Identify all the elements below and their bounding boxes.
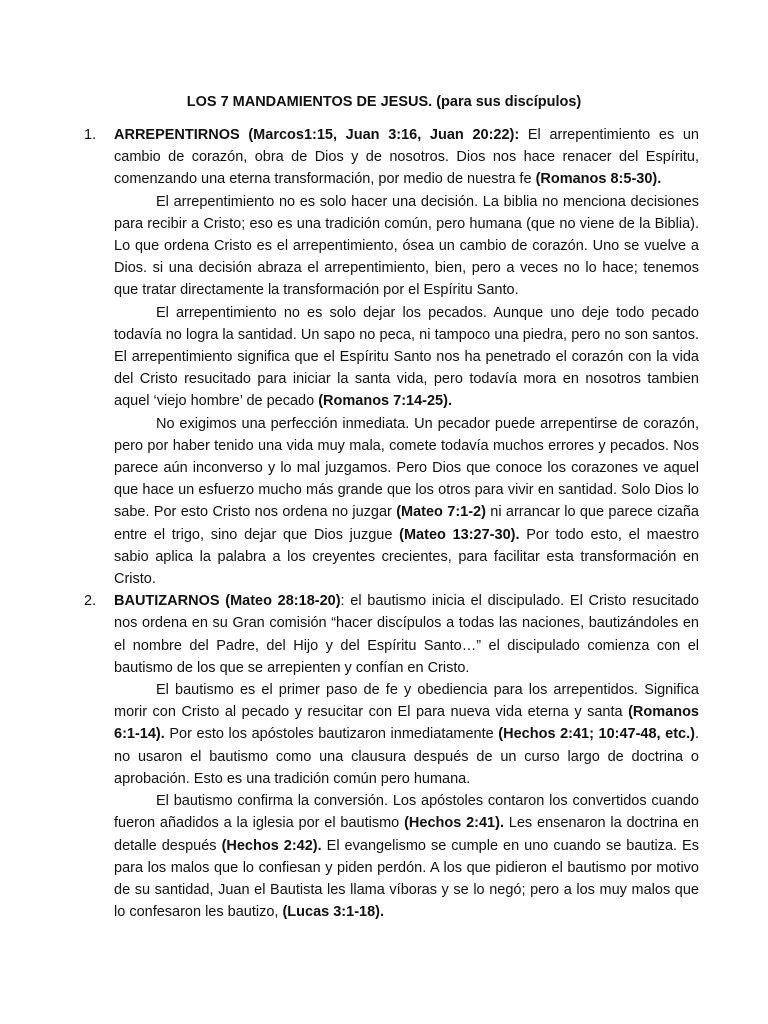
bible-reference: (Romanos 6:1-14). (114, 704, 699, 743)
commandments-list (84, 124, 699, 923)
text-run: El arrepentimiento no es solo hacer una decisión. La biblia no menciona decisiones para recibir a Cristo; eso es una tradición común, pero humana (que no viene de la Biblia). Lo que ordena Cristo es el arrepentimiento, ósea un cambio de corazón. Uno se vuelve a Dios. si una decisión abraza el arrepentimiento, bien, pero a veces no lo hace; tenemos que tratar directamente la transformación por el Espíritu Santo. (114, 193, 699, 299)
text-run: Les ensenaron la doctrina en detalle después (114, 815, 699, 854)
text-run: El arrepentimiento no es solo dejar los pecados. Aunque uno deje todo pecado todavía no logra la santidad. Un sapo no peca, ni tampoco una piedra, pero no son santos. El arrepentimiento significa que el Espíritu Santo nos ha penetrado el corazón con la vida del Cristo resucitado para iniciar la santa vida, pero todavía mora en nosotros tambien aquel ‘viejo hombre’ de pecado (114, 304, 699, 410)
bible-reference: (Romanos 8:5-30). (535, 171, 662, 188)
text-run: El arrepentimiento es un cambio de corazón, obra de Dios y de nosotros. Dios nos hace renacer del Espíritu, comenzando una eterna transformación, por medio de nuestra fe (114, 127, 699, 188)
item-number: 2. (84, 593, 97, 610)
paragraph (114, 413, 699, 591)
commandment-heading: ARREPENTIRNOS (Marcos1:15, Juan 3:16, Juan 20:22): (114, 127, 520, 143)
document-title: LOS 7 MANDAMIENTOS DE JESUS. (para sus discípulos) (186, 94, 582, 110)
bible-reference: (Hechos 2:42). (221, 837, 322, 854)
commandment-heading: BAUTIZARNOS (Mateo 28:18-20) (114, 593, 341, 610)
paragraph (114, 124, 699, 191)
bible-reference: (Romanos 7:14-25). (318, 393, 452, 410)
commandment-item (84, 590, 699, 923)
bible-reference: (Hechos 2:41; 10:47-48, etc.) (498, 726, 695, 743)
paragraph (114, 302, 699, 413)
text-run: ni arrancar lo que parece cizaña entre el trigo, sino dejar que Dios juzgue (114, 504, 699, 543)
commandment-item (84, 124, 699, 590)
text-run: El bautismo confirma la conversión. Los apóstoles contaron los convertidos cuando fueron añadidos a la iglesia por el bautismo (114, 793, 699, 832)
text-run: : el bautismo inicia el discipulado. El Cristo resucitado nos ordena en su Gran comisión “hacer discípulos a todas las naciones, bautizándoles en el nombre del Padre, del Hijo y del Espíritu Santo…” el discipulado comienza con el bautismo de los que se arrepienten y confían en Cristo. (114, 593, 699, 676)
text-run: El evangelismo se cumple en uno cuando se bautiza. Es para los malos que lo confiesan y piden perdón. A los que pidieron el bautismo por motivo de su santidad, Juan el Bautista les llama víboras y se lo negó; pero a los muy malos que lo confesaron les bautizo, (114, 837, 699, 921)
paragraph (114, 590, 699, 679)
text-run: No exigimos una perfección inmediata. Un pecador puede arrepentirse de corazón, pero por haber tenido una vida muy mala, comete todavía muchos errores y pecados. Nos parece aún inconverso y lo mal juzgamos. Pero Dios que conoce los corazones ve aquel que hace un esfuerzo mucho más grande que los otros para vivir en santidad. Solo Dios lo sabe. Por esto Cristo nos ordena no juzgar (114, 415, 699, 521)
text-run: El bautismo es el primer paso de fe y obediencia para los arrepentidos. Significa morir con Cristo al pecado y resucitar con El para nueva vida eterna y santa (114, 682, 699, 721)
text-run: . no usaron el bautismo como una clausura después de un curso largo de doctrina o aprobación. Esto es una tradición común pero humana. (114, 726, 700, 787)
paragraph (114, 191, 699, 302)
paragraph (114, 790, 699, 923)
text-run: Por esto los apóstoles bautizaron inmediatamente (164, 726, 499, 743)
bible-reference: (Mateo 13:27-30). (399, 526, 520, 543)
bible-reference: (Mateo 7:1-2) (396, 504, 486, 521)
item-number: 1. (84, 127, 97, 143)
bible-reference: (Hechos 2:41). (404, 815, 504, 832)
paragraph (114, 679, 699, 790)
bible-reference: (Lucas 3:1-18). (282, 904, 385, 921)
text-run: Por todo esto, el maestro sabio aplica la palabra a los creyentes crecientes, para facilitar esta transformación en Cristo. (114, 526, 700, 588)
